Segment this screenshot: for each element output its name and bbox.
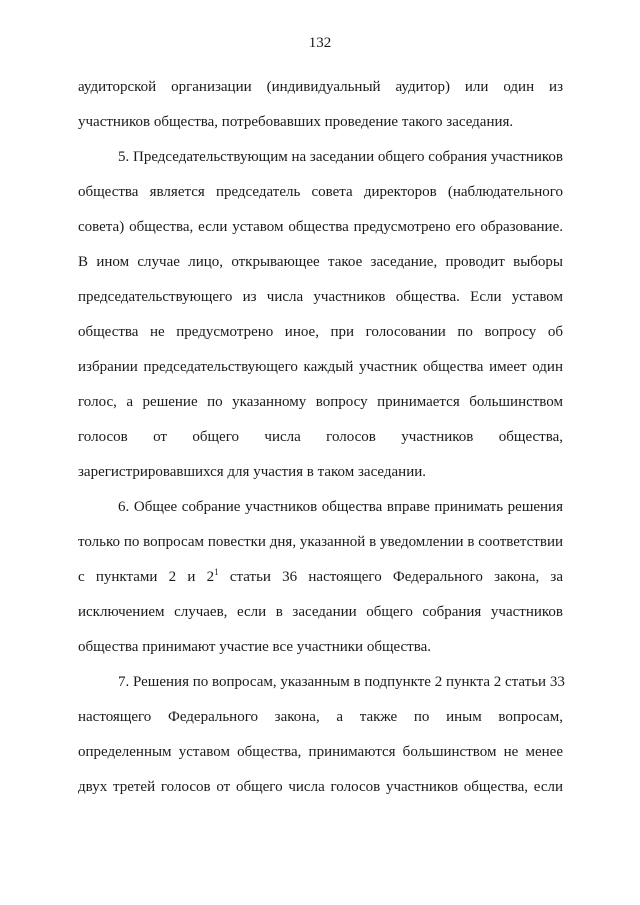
text-line: избрании председательствующего каждый участник общества имеет один	[78, 359, 563, 375]
text-line: голос, а решение по указанному вопросу принимается большинством	[78, 394, 563, 410]
text-line: общества принимают участие все участники общества.	[78, 639, 432, 655]
text-line: только по вопросам повестки дня, указанной в уведомлении в соответствии	[78, 534, 563, 550]
text-line: общества является председатель совета директоров (наблюдательного	[78, 184, 563, 200]
superscript: 1	[214, 567, 219, 577]
paragraph-6-start: 6. Общее собрание участников общества вправе принимать решения	[118, 499, 563, 515]
text-line: голосов от общего числа голосов участников общества,	[78, 429, 563, 445]
text-line: двух третей голосов от общего числа голосов участников общества, если	[78, 779, 563, 795]
text-line: участников общества, потребовавших проведение такого заседания.	[78, 114, 514, 130]
paragraph-7-start: 7. Решения по вопросам, указанным в подпункте 2 пункта 2 статьи 33	[118, 674, 565, 690]
text-fragment: статьи 36 настоящего Федерального закона, за	[218, 569, 564, 585]
text-line: настоящего Федерального закона, а также по иным вопросам,	[78, 709, 563, 725]
text-line: председательствующего из числа участников общества. Если уставом	[78, 289, 563, 305]
text-fragment: с пунктами 2 и 2	[78, 569, 215, 585]
text-line: исключением случаев, если в заседании общего собрания участников	[78, 604, 563, 620]
text-line: В ином случае лицо, открывающее такое заседание, проводит выборы	[78, 254, 563, 270]
text-line: аудиторской организации (индивидуальный аудитор) или один из	[78, 79, 563, 95]
text-line: совета) общества, если уставом общества предусмотрено его образование.	[78, 219, 563, 235]
page-number: 132	[308, 35, 332, 51]
paragraph-5-start: 5. Председательствующим на заседании общего собрания участников	[118, 149, 564, 165]
text-line: определенным уставом общества, принимаются большинством не менее	[78, 744, 563, 760]
text-line: зарегистрировавшихся для участия в таком заседании.	[78, 464, 426, 480]
text-line-with-superscript	[78, 567, 563, 587]
text-line: общества не предусмотрено иное, при голосовании по вопросу об	[78, 324, 563, 340]
